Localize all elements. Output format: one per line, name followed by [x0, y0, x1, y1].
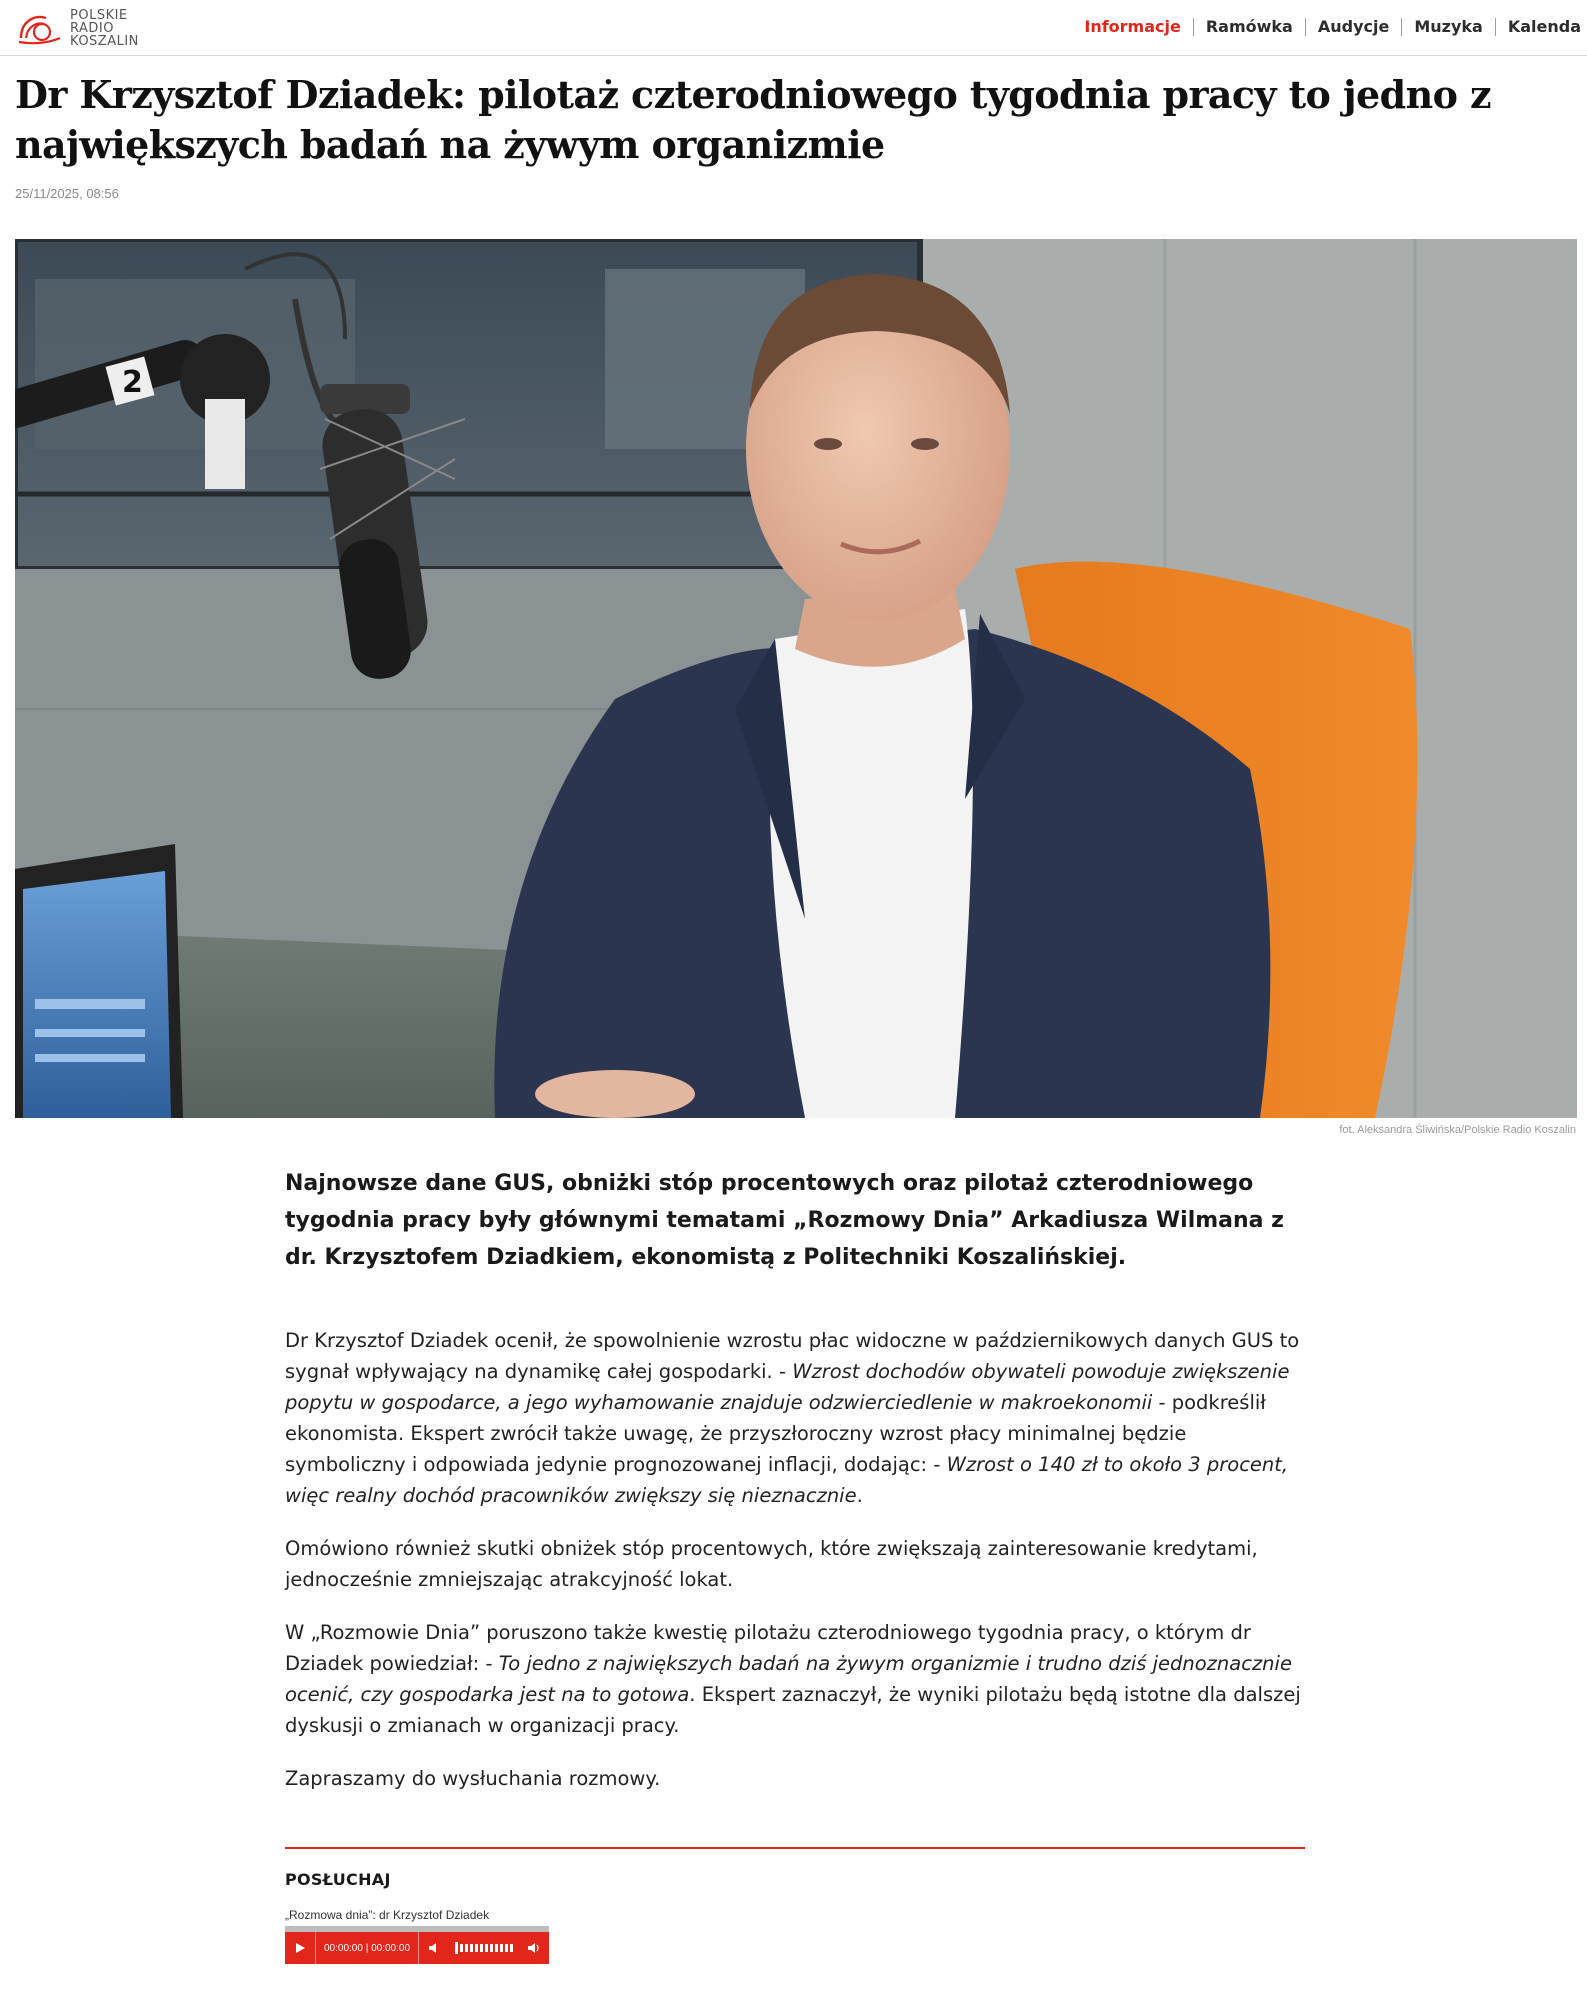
photo-caption: fot. Aleksandra Śliwińska/Polskie Radio Koszalin	[1339, 1124, 1576, 1136]
nav-item-muzyka[interactable]: Muzyka	[1414, 17, 1483, 36]
publish-date: 25/11/2025, 08:56	[15, 186, 119, 201]
volume-slider[interactable]	[455, 1944, 513, 1952]
site-logo[interactable]	[16, 6, 139, 50]
article-title: Dr Krzysztof Dziadek: pilotaż czterodniowego tygodnia pracy to jedno z największych badań na żywym organizmie	[15, 72, 1491, 167]
audio-time: 00:00:00 | 00:00:00	[324, 1942, 411, 1954]
play-button[interactable]	[285, 1932, 315, 1964]
nav-item-informacje[interactable]: Informacje	[1084, 17, 1181, 36]
nav-item-ramowka[interactable]: Ramówka	[1205, 17, 1293, 36]
nav-divider	[1193, 18, 1194, 36]
article-photo	[15, 239, 1577, 1118]
quote-text: Wzrost dochodów obywateli powoduje zwiększenie popytu w gospodarce, a jego wyhamowanie znajduje odzwierciedlenie w makroekonomii	[285, 1360, 1290, 1414]
article-body	[285, 1325, 1305, 1816]
audio-player	[285, 1932, 549, 1964]
body-text: - podkreślił ekonomista. Ekspert zwrócił także uwagę, że przyszłoroczny wzrost płacy minimalnej będzie symboliczny i odpowiada jedynie prognozowanej inflacji, dodając: -	[285, 1391, 1266, 1476]
body-paragraph	[285, 1617, 1305, 1741]
logo-line: KOSZALIN	[70, 33, 139, 49]
section-divider	[285, 1847, 1305, 1849]
radio-wave-logo-icon	[16, 8, 62, 48]
body-text: .	[856, 1484, 863, 1507]
nav-divider	[1305, 18, 1306, 36]
body-paragraph: Omówiono również skutki obniżek stóp procentowych, które zwiększają zainteresowanie kredytami, jednocześnie zmniejszając atrakcyjność lokat.	[285, 1537, 1258, 1591]
mute-button[interactable]	[419, 1932, 449, 1964]
logo-wordmark	[70, 9, 139, 48]
max-volume-button[interactable]	[519, 1932, 549, 1964]
nav-divider	[1495, 18, 1496, 36]
body-paragraph	[285, 1325, 1305, 1511]
logo-line: POLSKIE	[70, 7, 128, 23]
quote-text: To jedno z największych badań na żywym organizmie i trudno dziś jednoznacznie ocenić, czy gospodarka jest na to gotowa	[285, 1652, 1292, 1706]
listen-heading: POSŁUCHAJ	[285, 1870, 391, 1889]
site-header	[0, 0, 1587, 56]
body-text: Dr Krzysztof Dziadek ocenił, że spowolnienie wzrostu płac widoczne w październikowych danych GUS to sygnał wpływający na dynamikę całej gospodarki. -	[285, 1329, 1300, 1383]
main-nav	[1072, 17, 1581, 36]
audio-track-title: „Rozmowa dnia”: dr Krzysztof Dziadek	[285, 1908, 490, 1922]
nav-divider	[1401, 18, 1402, 36]
mic-arm-number: 2	[122, 365, 143, 400]
volume-icon	[527, 1942, 541, 1954]
body-text: . Ekspert zaznaczył, że wyniki pilotażu będą istotne dla dalszej dyskusji o zmianach w organizacji pracy.	[285, 1683, 1301, 1737]
quote-text: Wzrost o 140 zł to około 3 procent, więc realny dochód pracowników zwiększy się nieznacznie	[285, 1453, 1289, 1507]
play-icon	[294, 1942, 306, 1954]
nav-item-kalendarz[interactable]: Kalenda	[1507, 17, 1581, 36]
mute-icon	[428, 1942, 440, 1954]
logo-line: RADIO	[70, 20, 114, 36]
nav-item-audycje[interactable]: Audycje	[1317, 17, 1390, 36]
article-lead: Najnowsze dane GUS, obniżki stóp procentowych oraz pilotaż czterodniowego tygodnia pracy były głównymi tematami „Rozmowy Dnia” Arkadiusza Wilmana z dr. Krzysztofem Dziadkiem, ekonomistą z Politechniki Koszalińskiej.	[285, 1171, 1284, 1270]
body-text: W „Rozmowie Dnia” poruszono także kwestię pilotażu czterodniowego tygodnia pracy, o którym dr Dziadek powiedział: -	[285, 1621, 1251, 1675]
body-paragraph: Zapraszamy do wysłuchania rozmowy.	[285, 1767, 661, 1790]
